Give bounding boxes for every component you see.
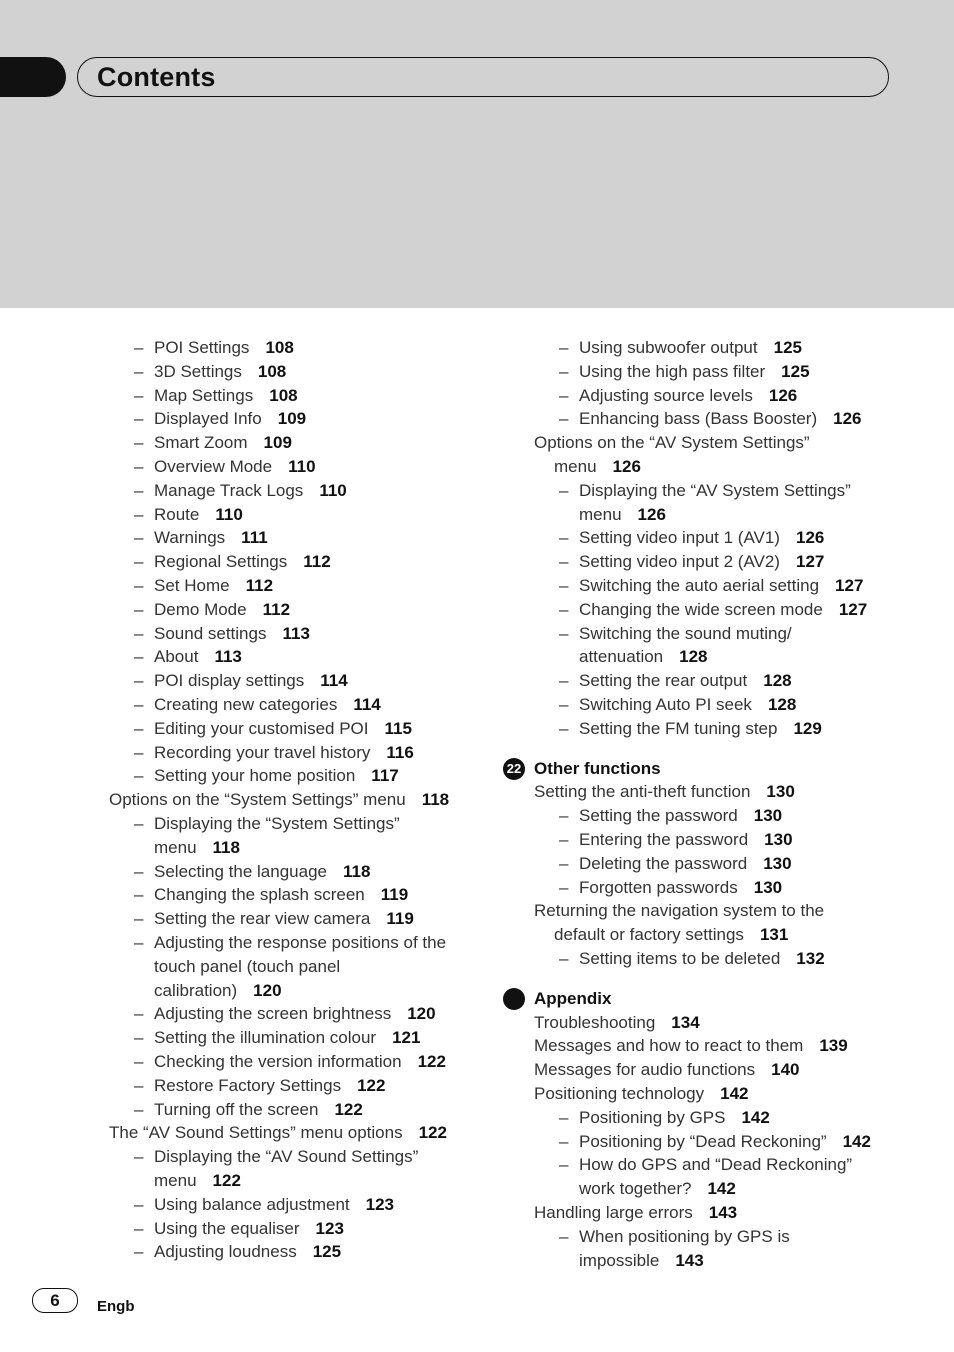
toc-page-number: 128: [679, 647, 708, 667]
toc-entry-text: Setting the password: [579, 806, 738, 826]
toc-page-number: 114: [320, 671, 348, 691]
toc-entry: [154, 1169, 241, 1193]
toc-dash: –: [559, 671, 569, 691]
toc-entry: [559, 717, 822, 741]
toc-entry: [134, 1193, 394, 1217]
toc-entry-text: Displaying the “System Settings”: [154, 814, 400, 833]
toc-entry-text: default or factory settings: [554, 925, 744, 945]
toc-entry-text: Demo Mode: [154, 599, 247, 619]
toc-entry: [109, 1121, 447, 1145]
toc-entry: [579, 503, 666, 527]
toc-entry-text: Recording your travel history: [154, 742, 371, 762]
toc-entry-text: Options on the “System Settings” menu: [109, 790, 406, 810]
toc-entry-text: Using the equaliser: [154, 1218, 300, 1238]
toc-entry-text: Changing the splash screen: [154, 885, 365, 905]
toc-entry: [134, 883, 409, 907]
toc-page-number: 109: [277, 409, 307, 429]
toc-entry-text: Map Settings: [154, 385, 254, 405]
toc-page-number: 108: [265, 338, 294, 357]
toc-entry-text: Setting the illumination colour: [154, 1028, 377, 1048]
toc-page-number: 130: [753, 877, 783, 897]
toc-page-number: 130: [753, 806, 783, 826]
toc-entry: [134, 764, 399, 788]
toc-page-number: 119: [386, 909, 414, 929]
toc-entry-text: Returning the navigation system to the: [534, 901, 825, 921]
toc-dash: –: [134, 1218, 144, 1238]
toc-entry-text: Setting items to be deleted: [579, 949, 781, 968]
toc-entry-text: Turning off the screen: [154, 1099, 319, 1119]
toc-page-number: 113: [214, 647, 242, 667]
toc-dash: –: [134, 385, 144, 405]
toc-page-number: 118: [342, 861, 371, 881]
toc-entry: [134, 622, 310, 646]
toc-page-number: 112: [262, 599, 291, 619]
page-number: 6: [32, 1288, 78, 1313]
toc-entry-text: Setting the rear output: [579, 671, 748, 691]
toc-entry: [559, 384, 798, 408]
toc-entry-text: Using subwoofer output: [579, 338, 758, 357]
toc-entry-text: menu: [154, 1171, 197, 1190]
toc-page-number: 129: [793, 718, 822, 738]
toc-entry: [559, 526, 825, 550]
toc-entry: [134, 598, 291, 622]
toc-dash: –: [559, 623, 569, 643]
toc-page-number: 125: [781, 361, 810, 381]
toc-page-number: 126: [768, 385, 798, 405]
toc-entry: [134, 550, 331, 574]
toc-dash: –: [134, 1004, 144, 1024]
toc-entry: [134, 503, 243, 527]
toc-entry: [559, 1153, 853, 1177]
toc-entry: [579, 1177, 736, 1201]
toc-entry-text: calibration): [154, 980, 238, 1000]
toc-entry-text: impossible: [579, 1250, 660, 1270]
toc-entry-text: Displaying the “AV System Settings”: [579, 480, 851, 500]
toc-entry-text: Selecting the language: [154, 861, 327, 881]
toc-entry: [559, 407, 862, 431]
toc-dash: –: [134, 457, 144, 476]
toc-dash: –: [134, 647, 144, 667]
toc-entry-text: Options on the “AV System Settings”: [534, 433, 810, 453]
toc-entry: [134, 336, 294, 360]
toc-entry-text: Restore Factory Settings: [154, 1075, 342, 1095]
toc-dash: –: [134, 599, 144, 619]
toc-dash: –: [559, 1107, 569, 1127]
toc-entry-text: Enhancing bass (Bass Booster): [579, 409, 818, 429]
toc-page-number: 117: [371, 766, 399, 786]
toc-dash: –: [559, 480, 569, 500]
toc-dash: –: [134, 909, 144, 929]
toc-page-number: 122: [212, 1171, 241, 1190]
toc-entry-text: POI display settings: [154, 671, 305, 691]
toc-dash: –: [559, 361, 569, 381]
toc-entry-text: Positioning by “Dead Reckoning”: [579, 1131, 827, 1151]
toc-page-number: 142: [741, 1107, 770, 1127]
toc-page-number: 122: [357, 1075, 386, 1095]
toc-section-heading: [506, 757, 661, 781]
toc-page-number: 122: [417, 1052, 446, 1071]
toc-entry: [134, 741, 414, 765]
toc-dash: –: [134, 1242, 144, 1262]
toc-entry-text: Manage Track Logs: [154, 480, 304, 500]
toc-entry: [109, 788, 449, 812]
toc-dash: –: [134, 742, 144, 762]
toc-page-number: 110: [319, 480, 347, 500]
toc-page-number: 116: [386, 742, 414, 762]
toc-entry-text: Adjusting the screen brightness: [154, 1004, 392, 1024]
toc-dash: –: [559, 695, 569, 714]
toc-entry: [134, 384, 298, 408]
chapter-tab: [0, 57, 66, 97]
toc-page-number: 119: [380, 885, 409, 905]
toc-entry-text: Editing your customised POI: [154, 718, 369, 738]
toc-page-number: 125: [773, 338, 802, 357]
toc-page-number: 120: [407, 1004, 436, 1024]
toc-page-number: 143: [675, 1250, 704, 1270]
toc-entry-text: Smart Zoom: [154, 433, 248, 453]
toc-entry-text: Appendix: [534, 988, 612, 1008]
toc-entry-text: Adjusting loudness: [154, 1242, 297, 1262]
toc-entry-text: Handling large errors: [534, 1203, 693, 1222]
toc-entry-text: attenuation: [579, 647, 664, 667]
toc-entry: [134, 1098, 363, 1122]
toc-page-number: 142: [707, 1179, 736, 1199]
toc-entry: [134, 431, 292, 455]
toc-entry-text: Route: [154, 504, 200, 524]
toc-dash: –: [559, 877, 569, 897]
toc-entry: [534, 780, 795, 804]
toc-dash: –: [134, 1075, 144, 1095]
toc-page-number: 126: [795, 528, 825, 548]
toc-page-number: 128: [767, 695, 797, 714]
toc-dash: –: [134, 528, 144, 548]
toc-dash: –: [559, 806, 569, 826]
toc-entry: [134, 1240, 342, 1264]
toc-entry-text: Using balance adjustment: [154, 1194, 350, 1214]
toc-dash: –: [559, 1226, 569, 1246]
toc-page-number: 127: [835, 576, 864, 595]
toc-page-number: 115: [384, 718, 412, 738]
toc-dash: –: [134, 623, 144, 643]
toc-entry-text: Sound settings: [154, 623, 267, 643]
toc-dash: –: [134, 1194, 144, 1214]
toc-page-number: 126: [612, 457, 641, 476]
toc-dash: –: [134, 933, 144, 952]
toc-entry: [134, 1026, 421, 1050]
toc-entry: [559, 574, 864, 598]
toc-dash: –: [134, 409, 144, 429]
toc-dash: –: [134, 504, 144, 524]
toc-page-number: 112: [303, 552, 331, 572]
toc-entry: [134, 1050, 446, 1074]
toc-page-number: 114: [353, 695, 381, 714]
toc-page-number: 110: [288, 457, 316, 476]
toc-dash: –: [134, 671, 144, 691]
toc-section-heading: [534, 987, 611, 1011]
toc-entry-text: Set Home: [154, 576, 230, 595]
toc-entry-text: menu: [154, 837, 197, 857]
toc-dash: –: [134, 1052, 144, 1071]
toc-entry-text: menu: [579, 504, 622, 524]
toc-page-number: 143: [708, 1203, 738, 1222]
toc-entry-text: Switching the sound muting/: [579, 623, 792, 643]
toc-entry-text: Positioning by GPS: [579, 1107, 726, 1127]
toc-entry: [559, 828, 793, 852]
toc-entry: [134, 1145, 419, 1169]
toc-entry: [134, 669, 348, 693]
header-band: [0, 0, 954, 308]
toc-page-number: 128: [763, 671, 792, 691]
toc-page-number: 130: [766, 782, 795, 802]
toc-entry-text: Displayed Info: [154, 409, 262, 429]
toc-entry-text: Positioning technology: [534, 1084, 705, 1103]
toc-entry: [534, 1034, 848, 1058]
toc-entry-text: Other functions: [534, 758, 661, 778]
toc-entry: [559, 876, 783, 900]
toc-entry-text: work together?: [579, 1179, 692, 1199]
toc-dash: –: [134, 766, 144, 786]
toc-dash: –: [134, 552, 144, 572]
toc-page-number: 123: [315, 1218, 344, 1238]
toc-entry: [134, 479, 347, 503]
toc-dash: –: [559, 528, 569, 548]
toc-entry: [559, 1225, 790, 1249]
toc-page-number: 131: [759, 925, 789, 945]
toc-entry: [559, 947, 825, 971]
toc-page-number: 123: [365, 1194, 394, 1214]
toc-page-number: 118: [212, 837, 240, 857]
toc-entry: [559, 1106, 770, 1130]
toc-entry-text: Creating new categories: [154, 695, 338, 714]
toc-dash: –: [559, 576, 569, 595]
toc-dash: –: [559, 1131, 569, 1151]
toc-entry-text: Switching Auto PI seek: [579, 695, 752, 714]
toc-entry-text: The “AV Sound Settings” menu options: [109, 1123, 403, 1143]
toc-entry-text: How do GPS and “Dead Reckoning”: [579, 1155, 853, 1175]
toc-entry: [134, 1074, 386, 1098]
toc-entry-text: Setting your home position: [154, 766, 356, 786]
toc-entry-text: Using the high pass filter: [579, 361, 766, 381]
toc-page-number: 127: [795, 552, 825, 572]
toc-page-number: 132: [796, 949, 825, 968]
toc-page-number: 120: [253, 980, 282, 1000]
toc-entry-text: Troubleshooting: [534, 1012, 656, 1032]
toc-page-number: 139: [819, 1036, 848, 1056]
toc-dash: –: [134, 861, 144, 881]
toc-entry: [134, 717, 412, 741]
toc-entry-text: When positioning by GPS is: [579, 1226, 790, 1246]
toc-page-number: 142: [842, 1131, 871, 1151]
toc-page-number: 142: [720, 1084, 749, 1103]
toc-entry: [154, 955, 340, 979]
toc-dash: –: [134, 718, 144, 738]
toc-dash: –: [134, 885, 144, 905]
toc-entry-text: touch panel (touch panel: [154, 956, 341, 976]
toc-entry-text: Warnings: [154, 528, 226, 548]
toc-entry: [534, 1201, 737, 1225]
toc-dash: –: [559, 409, 569, 429]
toc-entry: [559, 360, 810, 384]
toc-page-number: 134: [671, 1012, 700, 1032]
toc-entry: [559, 598, 868, 622]
toc-entry-text: Forgotten passwords: [579, 877, 738, 897]
toc-entry: [134, 526, 268, 550]
toc-entry-text: Setting the rear view camera: [154, 909, 371, 929]
toc-page-number: 125: [312, 1242, 342, 1262]
toc-entry: [534, 1082, 749, 1106]
toc-entry: [134, 693, 381, 717]
toc-entry-text: Entering the password: [579, 830, 749, 849]
toc-entry-text: Overview Mode: [154, 457, 273, 476]
page-title: Contents: [97, 62, 216, 92]
toc-entry: [154, 979, 282, 1003]
toc-entry: [134, 907, 414, 931]
toc-entry: [534, 1011, 700, 1035]
toc-dash: –: [134, 576, 144, 595]
toc-entry: [134, 1217, 344, 1241]
toc-page-number: 111: [241, 528, 268, 548]
toc-dash: –: [134, 433, 144, 453]
toc-dash: –: [134, 361, 144, 381]
toc-dash: –: [134, 1099, 144, 1119]
toc-entry-text: Regional Settings: [154, 552, 288, 572]
toc-page-number: 109: [263, 433, 292, 453]
toc-entry: [579, 645, 708, 669]
toc-entry: [134, 360, 287, 384]
toc-page-number: 126: [637, 504, 666, 524]
toc-page-number: 130: [764, 830, 793, 849]
toc-dash: –: [559, 385, 569, 405]
toc-dash: –: [134, 1147, 144, 1167]
toc-page-number: 113: [282, 623, 310, 643]
toc-dash: –: [134, 695, 144, 714]
toc-page-number: 126: [833, 409, 862, 429]
toc-entry: [534, 1058, 800, 1082]
toc-entry: [559, 336, 802, 360]
toc-dash: –: [559, 338, 569, 357]
toc-entry: [134, 574, 274, 598]
toc-entry-text: Setting the anti-theft function: [534, 782, 751, 802]
toc-entry-text: Deleting the password: [579, 853, 748, 873]
toc-dash: –: [559, 552, 569, 572]
toc-page-number: 118: [421, 790, 450, 810]
toc-entry: [559, 804, 783, 828]
toc-dash: –: [134, 338, 144, 357]
toc-page-number: 110: [215, 504, 243, 524]
toc-entry: [134, 1002, 436, 1026]
toc-entry-text: menu: [554, 457, 597, 476]
toc-entry: [134, 407, 307, 431]
language-label: Engb: [97, 1298, 135, 1315]
toc-dash: –: [559, 599, 569, 619]
toc-entry: [134, 931, 447, 955]
toc-entry-text: Messages and how to react to them: [534, 1036, 804, 1056]
toc-entry: [559, 693, 797, 717]
toc-entry: [559, 550, 825, 574]
toc-dash: –: [559, 853, 569, 873]
toc-entry: [559, 669, 792, 693]
toc-entry: [134, 812, 400, 836]
toc-entry-text: 3D Settings: [154, 361, 242, 381]
toc-page-number: 122: [334, 1099, 363, 1119]
section-badge: 22: [503, 758, 525, 780]
toc-entry-text: Changing the wide screen mode: [579, 599, 823, 619]
toc-entry: [559, 479, 851, 503]
toc-page-number: 121: [392, 1028, 421, 1048]
toc-page-number: 122: [418, 1123, 447, 1143]
toc-entry: [154, 836, 240, 860]
toc-dash: –: [559, 1155, 569, 1175]
toc-entry: [579, 1249, 704, 1273]
toc-entry-text: Adjusting source levels: [579, 385, 753, 405]
toc-entry: [554, 923, 788, 947]
toc-page-number: 130: [763, 853, 792, 873]
toc-dash: –: [134, 1028, 144, 1048]
toc-dash: –: [559, 718, 569, 738]
toc-entry: [134, 455, 316, 479]
toc-entry: [554, 455, 641, 479]
toc-entry-text: Setting video input 2 (AV2): [579, 552, 780, 572]
toc-entry: [559, 1130, 871, 1154]
toc-dash: –: [559, 830, 569, 849]
section-badge: [503, 988, 525, 1010]
toc-entry-text: About: [154, 647, 199, 667]
toc-page-number: 127: [838, 599, 868, 619]
toc-entry: [134, 645, 242, 669]
toc-dash: –: [559, 949, 569, 968]
toc-page-number: 108: [269, 385, 298, 405]
toc-entry: [134, 860, 371, 884]
toc-dash: –: [134, 814, 144, 833]
toc-entry: [559, 852, 792, 876]
toc-entry-text: Adjusting the response positions of the: [154, 933, 447, 952]
toc-entry-text: Messages for audio functions: [534, 1060, 756, 1080]
toc-page-number: 112: [245, 576, 274, 595]
toc-page-number: 140: [771, 1060, 800, 1080]
toc-entry-text: Checking the version information: [154, 1052, 402, 1071]
toc-entry-text: Displaying the “AV Sound Settings”: [154, 1147, 419, 1167]
toc-entry: [534, 899, 824, 923]
toc-entry-text: Setting the FM tuning step: [579, 718, 778, 738]
toc-entry-text: Switching the auto aerial setting: [579, 576, 820, 595]
toc-entry-text: Setting video input 1 (AV1): [579, 528, 780, 548]
toc-dash: –: [134, 480, 144, 500]
toc-page-number: 108: [257, 361, 287, 381]
toc-entry: [534, 431, 810, 455]
toc-entry-text: POI Settings: [154, 338, 250, 357]
toc-entry: [559, 622, 792, 646]
